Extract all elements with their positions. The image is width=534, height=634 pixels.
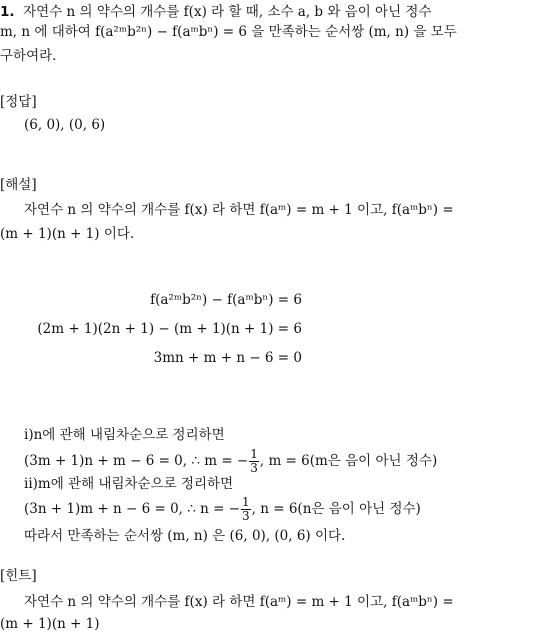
problem-line-2: m, n 에 대하여 f(a²ᵐb²ⁿ) − f(aᵐbⁿ) = 6 을 만족하는 순서쌍 (m, n) 을 모두 [0, 24, 457, 40]
equation-2: (2m + 1)(2n + 1) − (m + 1)(n + 1) = 6 [37, 321, 302, 337]
case-2-frac-num: 1 [242, 495, 250, 509]
solution-line-2: (m + 1)(n + 1) 이다. [0, 226, 135, 242]
answer-value: (6, 0), (0, 6) [24, 117, 106, 133]
case-1-equation [24, 446, 437, 476]
case-1-eq-part-a: (3m + 1)n + m − 6 = 0, ∴ m = − [24, 453, 249, 469]
problem-number: 1. [0, 4, 15, 20]
answer-heading: [정답] [0, 94, 37, 110]
case-2-eq-part-b: , n = 6(n은 음이 아닌 정수) [251, 501, 421, 517]
case-1-eq-part-b: , m = 6(m은 음이 아닌 정수) [259, 453, 438, 469]
solution-line-1: 자연수 n 의 약수의 개수를 f(x) 라 하면 f(aᵐ) = m + 1 이고, f(aᵐbⁿ) = [24, 202, 454, 218]
equation-3: 3mn + m + n − 6 = 0 [153, 350, 302, 366]
conclusion: 따라서 만족하는 순서쌍 (m, n) 은 (6, 0), (0, 6) 이다. [24, 528, 346, 544]
problem-line-3: 구하여라. [0, 48, 57, 64]
problem-line-1 [0, 2, 432, 22]
case-2-equation [24, 494, 421, 524]
case-2-frac-den: 3 [242, 509, 250, 523]
solution-heading: [해설] [0, 177, 37, 193]
equation-1: f(a²ᵐb²ⁿ) − f(aᵐbⁿ) = 6 [150, 292, 302, 308]
hint-line-2: (m + 1)(n + 1) [0, 616, 100, 632]
case-1-frac-num: 1 [250, 447, 258, 461]
case-2-eq-part-a: (3n + 1)m + n − 6 = 0, ∴ n = − [24, 501, 241, 517]
hint-heading: [힌트] [0, 568, 37, 584]
hint-line-1: 자연수 n 의 약수의 개수를 f(x) 라 하면 f(aᵐ) = m + 1 이고, f(aᵐbⁿ) = [24, 594, 454, 610]
case-1-fraction [249, 448, 259, 475]
case-2-title: ii)m에 관해 내림차순으로 정리하면 [24, 476, 234, 492]
problem-text-1: 자연수 n 의 약수의 개수를 f(x) 라 할 때, 소수 a, b 와 음이 아닌 정수 [23, 4, 432, 20]
case-2-fraction [241, 496, 251, 523]
case-1-frac-den: 3 [250, 461, 258, 475]
case-1-title: i)n에 관해 내림차순으로 정리하면 [24, 427, 225, 443]
